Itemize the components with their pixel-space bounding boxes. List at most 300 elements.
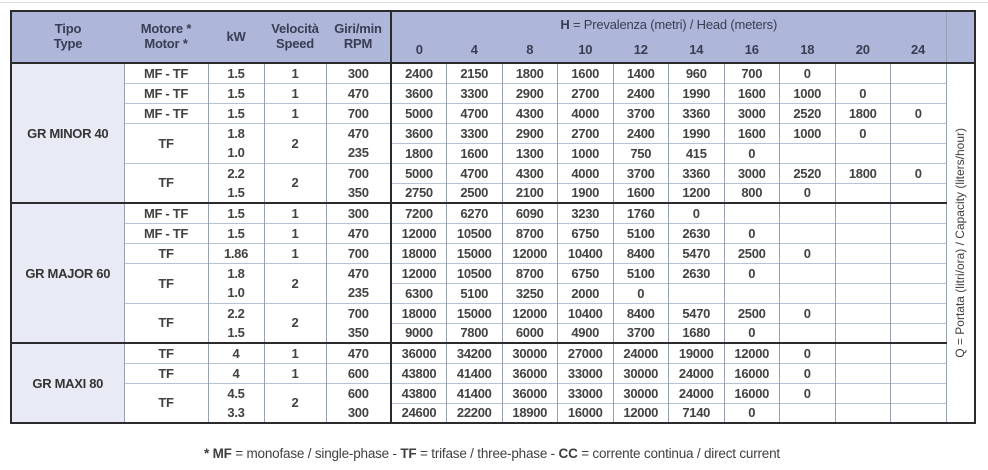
kw-cell: 1.5 [208,103,264,123]
capacity-cell: 2700 [558,123,614,143]
capacity-cell: 33000 [558,383,614,403]
speed-cell: 2 [264,383,326,423]
head-value: 18 [780,39,836,63]
capacity-cell: 1000 [780,83,836,103]
capacity-cell: 27000 [558,343,614,363]
capacity-cell: 3250 [502,283,558,303]
capacity-cell: 2400 [613,123,669,143]
motor-type-cell: TF [124,243,208,263]
capacity-cell: 3300 [447,83,503,103]
capacity-cell [780,403,836,423]
capacity-cell: 1800 [835,163,891,183]
kw-cell: 4 [208,363,264,383]
header-line: Motor * [144,36,188,51]
capacity-cell: 12000 [391,263,447,283]
capacity-cell: 4300 [502,103,558,123]
capacity-cell: 5470 [669,243,725,263]
rpm-cell: 300 [326,403,391,423]
capacity-cell: 2750 [391,183,447,203]
motor-type-cell: MF - TF [124,63,208,83]
capacity-cell: 0 [780,363,836,383]
rpm-cell: 470 [326,263,391,283]
capacity-cell: 2520 [780,103,836,123]
rpm-cell: 235 [326,143,391,163]
capacity-cell: 10500 [447,263,503,283]
capacity-cell: 1800 [835,103,891,123]
capacity-axis-cell [946,63,975,423]
capacity-cell: 3700 [613,103,669,123]
capacity-cell: 10400 [558,303,614,323]
table-row [11,123,975,143]
capacity-cell: 22200 [447,403,503,423]
capacity-cell: 24000 [669,383,725,403]
capacity-cell: 1680 [669,323,725,343]
footnote-segment: = corrente continua / direct current [577,446,780,461]
capacity-cell: 36000 [391,343,447,363]
capacity-cell [835,263,891,283]
capacity-cell: 15000 [447,243,503,263]
capacity-cell: 41400 [447,383,503,403]
motor-type-cell: TF [124,263,208,303]
capacity-cell: 1600 [447,143,503,163]
capacity-cell [835,243,891,263]
head-value: 0 [391,39,447,63]
speed-cell: 1 [264,103,326,123]
capacity-cell [891,183,947,203]
capacity-cell: 960 [669,63,725,83]
speed-cell: 1 [264,203,326,223]
capacity-cell: 0 [724,403,780,423]
kw-cell: 1.5 [208,223,264,243]
capacity-cell: 2520 [780,163,836,183]
kw-cell: 2.2 [208,163,264,183]
capacity-cell: 0 [669,203,725,223]
capacity-cell [780,143,836,163]
capacity-cell: 12000 [391,223,447,243]
rpm-cell: 600 [326,383,391,403]
capacity-cell: 1800 [391,143,447,163]
motor-type-cell: MF - TF [124,83,208,103]
capacity-cell [891,223,947,243]
capacity-cell: 1990 [669,83,725,103]
capacity-cell: 18000 [391,243,447,263]
capacity-cell: 12000 [724,343,780,363]
capacity-cell: 18900 [502,403,558,423]
rpm-cell: 300 [326,203,391,223]
capacity-cell: 6750 [558,263,614,283]
capacity-cell [891,283,947,303]
capacity-cell: 1990 [669,123,725,143]
capacity-cell: 41400 [447,363,503,383]
capacity-cell: 8700 [502,263,558,283]
capacity-cell [891,403,947,423]
capacity-cell: 1000 [780,123,836,143]
header-line: Velocità [271,21,319,37]
capacity-cell: 4900 [558,323,614,343]
capacity-cell: 43800 [391,383,447,403]
capacity-cell: 3360 [669,103,725,123]
capacity-cell: 0 [613,283,669,303]
capacity-cell [891,323,947,343]
kw-cell: 1.5 [208,323,264,343]
table-body [11,63,975,423]
table-row [11,363,975,383]
speed-cell: 2 [264,303,326,343]
pump-type-cell: GR MINOR 40 [11,63,124,203]
motor-type-cell: TF [124,363,208,383]
header-line: Speed [275,36,314,51]
speed-cell: 1 [264,83,326,103]
kw-cell: 4 [208,343,264,363]
motor-type-cell: TF [124,303,208,343]
capacity-cell [891,263,947,283]
capacity-cell [835,383,891,403]
rpm-cell: 300 [326,63,391,83]
capacity-cell: 16000 [724,363,780,383]
datasheet-table-wrapper [10,10,976,461]
capacity-cell: 6090 [502,203,558,223]
capacity-cell: 7200 [391,203,447,223]
capacity-cell: 3700 [613,323,669,343]
capacity-cell [891,363,947,383]
kw-cell: 1.0 [208,283,264,303]
motor-type-cell: TF [124,343,208,363]
capacity-cell: 0 [724,323,780,343]
footnote-segment: TF [400,446,417,461]
head-title-symbol: H [560,17,570,33]
capacity-cell: 3230 [558,203,614,223]
capacity-cell: 4000 [558,103,614,123]
capacity-cell: 3000 [724,103,780,123]
table-row [11,103,975,123]
header-line: Giri/min [334,21,382,37]
footnote-segment: = monofase / single-phase - [231,446,401,461]
footnote-segment: * MF [204,446,232,461]
capacity-cell: 4700 [447,103,503,123]
capacity-cell: 5000 [391,103,447,123]
capacity-cell: 800 [724,183,780,203]
capacity-cell: 2400 [391,63,447,83]
table-row [11,243,975,263]
capacity-cell [835,143,891,163]
capacity-cell: 0 [724,223,780,243]
capacity-cell: 6000 [502,323,558,343]
motor-type-cell: MF - TF [124,103,208,123]
capacity-cell [780,283,836,303]
capacity-cell: 1600 [724,123,780,143]
capacity-cell: 18000 [391,303,447,323]
capacity-cell: 3700 [613,163,669,183]
table-row [11,383,975,403]
capacity-cell: 1760 [613,203,669,223]
table-row [11,343,975,363]
capacity-cell: 4300 [502,163,558,183]
head-value: 4 [447,39,503,63]
capacity-cell: 36000 [502,363,558,383]
capacity-cell: 9000 [391,323,447,343]
footnote [10,446,974,461]
capacity-cell: 30000 [613,383,669,403]
capacity-cell [891,303,947,323]
capacity-cell [891,123,947,143]
capacity-cell: 6750 [558,223,614,243]
head-value: 12 [613,39,669,63]
footnote-segment: CC [558,446,578,461]
motor-type-cell: MF - TF [124,223,208,243]
capacity-cell: 7140 [669,403,725,423]
capacity-cell [891,383,947,403]
page-top-divider [0,2,988,3]
capacity-cell: 1400 [613,63,669,83]
speed-cell: 2 [264,123,326,163]
speed-cell: 1 [264,363,326,383]
capacity-cell: 700 [724,63,780,83]
col-header-motore [124,11,208,63]
col-header-velocita [264,11,326,63]
speed-cell: 2 [264,263,326,303]
capacity-cell: 1800 [502,63,558,83]
speed-cell: 1 [264,343,326,363]
capacity-cell: 0 [780,243,836,263]
capacity-cell: 0 [835,83,891,103]
capacity-cell [835,183,891,203]
capacity-cell: 2500 [447,183,503,203]
speed-cell: 1 [264,243,326,263]
head-title-text: = Prevalenza (metri) / Head (meters) [569,17,778,33]
capacity-cell [891,243,947,263]
capacity-cell: 1200 [669,183,725,203]
capacity-cell: 12000 [613,403,669,423]
table-row [11,83,975,103]
capacity-cell: 2150 [447,63,503,83]
capacity-cell [669,283,725,303]
capacity-cell: 8400 [613,303,669,323]
capacity-cell: 43800 [391,363,447,383]
kw-cell: 3.3 [208,403,264,423]
capacity-cell: 0 [780,183,836,203]
capacity-cell [891,83,947,103]
capacity-cell: 2900 [502,83,558,103]
capacity-cell: 2000 [558,283,614,303]
capacity-cell: 34200 [447,343,503,363]
table-row [11,163,975,183]
rpm-cell: 700 [326,243,391,263]
head-meters-title [391,11,946,39]
capacity-cell: 15000 [447,303,503,323]
capacity-cell: 2700 [558,83,614,103]
capacity-cell: 8400 [613,243,669,263]
pump-capacity-table [10,10,976,424]
header-line: RPM [343,36,373,51]
rpm-cell: 700 [326,103,391,123]
head-value: 8 [502,39,558,63]
kw-cell: 1.0 [208,143,264,163]
capacity-cell: 6270 [447,203,503,223]
motor-type-cell: TF [124,383,208,423]
capacity-cell: 2500 [724,303,780,323]
capacity-cell: 5100 [613,223,669,243]
footnote-segment: = trifase / three-phase - [416,446,559,461]
capacity-cell: 12000 [502,303,558,323]
rpm-cell: 470 [326,343,391,363]
speed-cell: 1 [264,223,326,243]
motor-type-cell: MF - TF [124,203,208,223]
speed-cell: 1 [264,63,326,83]
capacity-cell: 5100 [613,263,669,283]
capacity-cell: 16000 [724,383,780,403]
capacity-cell [835,303,891,323]
capacity-cell: 2630 [669,263,725,283]
capacity-cell: 0 [780,383,836,403]
rpm-cell: 700 [326,163,391,183]
capacity-cell: 3360 [669,163,725,183]
capacity-cell: 0 [891,103,947,123]
capacity-cell [835,363,891,383]
capacity-cell: 24000 [669,363,725,383]
kw-cell: 1.8 [208,263,264,283]
table-header [11,11,975,63]
table-row [11,203,975,223]
rpm-cell: 350 [326,323,391,343]
capacity-cell [780,223,836,243]
capacity-cell: 0 [780,303,836,323]
capacity-cell [724,283,780,303]
capacity-cell: 5100 [447,283,503,303]
motor-type-cell: TF [124,123,208,163]
kw-cell: 1.8 [208,123,264,143]
kw-cell: 1.5 [208,63,264,83]
capacity-cell: 1600 [724,83,780,103]
capacity-cell [835,63,891,83]
capacity-cell: 1300 [502,143,558,163]
head-value: 24 [891,39,947,63]
capacity-cell: 0 [724,143,780,163]
capacity-cell: 2500 [724,243,780,263]
capacity-cell: 5470 [669,303,725,323]
capacity-axis-label: Q = Portata (litri/ora) / Capacity (liters/hour) [953,128,968,358]
pump-type-cell: GR MAXI 80 [11,343,124,423]
kw-cell: 1.5 [208,83,264,103]
col-header-giri [326,11,391,63]
capacity-cell: 4000 [558,163,614,183]
capacity-cell: 6300 [391,283,447,303]
header-line: Motore * [140,21,192,37]
capacity-cell [891,63,947,83]
head-value: 10 [558,39,614,63]
capacity-cell [780,323,836,343]
rpm-cell: 700 [326,303,391,323]
capacity-cell: 0 [724,263,780,283]
capacity-cell: 1000 [558,143,614,163]
capacity-cell: 5000 [391,163,447,183]
capacity-cell: 2100 [502,183,558,203]
rpm-cell: 350 [326,183,391,203]
capacity-cell [835,223,891,243]
col-header-capacity [946,11,975,63]
rpm-cell: 470 [326,83,391,103]
rpm-cell: 235 [326,283,391,303]
capacity-cell: 0 [780,343,836,363]
capacity-cell: 2630 [669,223,725,243]
head-value: 14 [669,39,725,63]
capacity-cell [835,403,891,423]
capacity-cell: 0 [835,123,891,143]
table-row [11,263,975,283]
capacity-cell [780,203,836,223]
capacity-cell: 0 [891,163,947,183]
capacity-cell: 4700 [447,163,503,183]
table-row [11,223,975,243]
capacity-cell [835,203,891,223]
capacity-cell: 750 [613,143,669,163]
head-value: 16 [724,39,780,63]
capacity-cell: 415 [669,143,725,163]
header-row-main [11,11,975,39]
capacity-cell: 2400 [613,83,669,103]
rpm-cell: 600 [326,363,391,383]
capacity-cell: 3300 [447,123,503,143]
capacity-cell [891,343,947,363]
capacity-cell [891,203,947,223]
header-line: Type [53,36,83,51]
header-line: Tipo [54,21,82,37]
col-header-tipo [11,11,124,63]
capacity-cell: 30000 [502,343,558,363]
col-header-kw: kW [208,11,264,63]
speed-cell: 2 [264,163,326,203]
capacity-cell [835,283,891,303]
capacity-cell: 16000 [558,403,614,423]
capacity-cell: 7800 [447,323,503,343]
kw-cell: 1.5 [208,203,264,223]
pump-type-cell: GR MAJOR 60 [11,203,124,343]
rpm-cell: 470 [326,123,391,143]
capacity-cell [724,203,780,223]
rpm-cell: 470 [326,223,391,243]
capacity-cell: 33000 [558,363,614,383]
capacity-cell: 10500 [447,223,503,243]
capacity-cell: 10400 [558,243,614,263]
capacity-cell: 2900 [502,123,558,143]
capacity-cell: 36000 [502,383,558,403]
capacity-cell: 12000 [502,243,558,263]
kw-cell: 2.2 [208,303,264,323]
capacity-cell: 24000 [613,343,669,363]
capacity-cell: 1600 [613,183,669,203]
capacity-cell: 1600 [558,63,614,83]
head-value: 20 [835,39,891,63]
capacity-cell [835,323,891,343]
capacity-cell: 0 [780,63,836,83]
capacity-cell [835,343,891,363]
table-row [11,303,975,323]
kw-cell: 4.5 [208,383,264,403]
capacity-cell: 1900 [558,183,614,203]
motor-type-cell: TF [124,163,208,203]
capacity-cell: 24600 [391,403,447,423]
capacity-cell: 19000 [669,343,725,363]
capacity-cell [891,143,947,163]
capacity-cell: 30000 [613,363,669,383]
kw-cell: 1.5 [208,183,264,203]
capacity-cell: 3600 [391,123,447,143]
table-row [11,63,975,83]
capacity-cell: 8700 [502,223,558,243]
capacity-cell: 3000 [724,163,780,183]
capacity-cell [780,263,836,283]
kw-cell: 1.86 [208,243,264,263]
capacity-cell: 3600 [391,83,447,103]
